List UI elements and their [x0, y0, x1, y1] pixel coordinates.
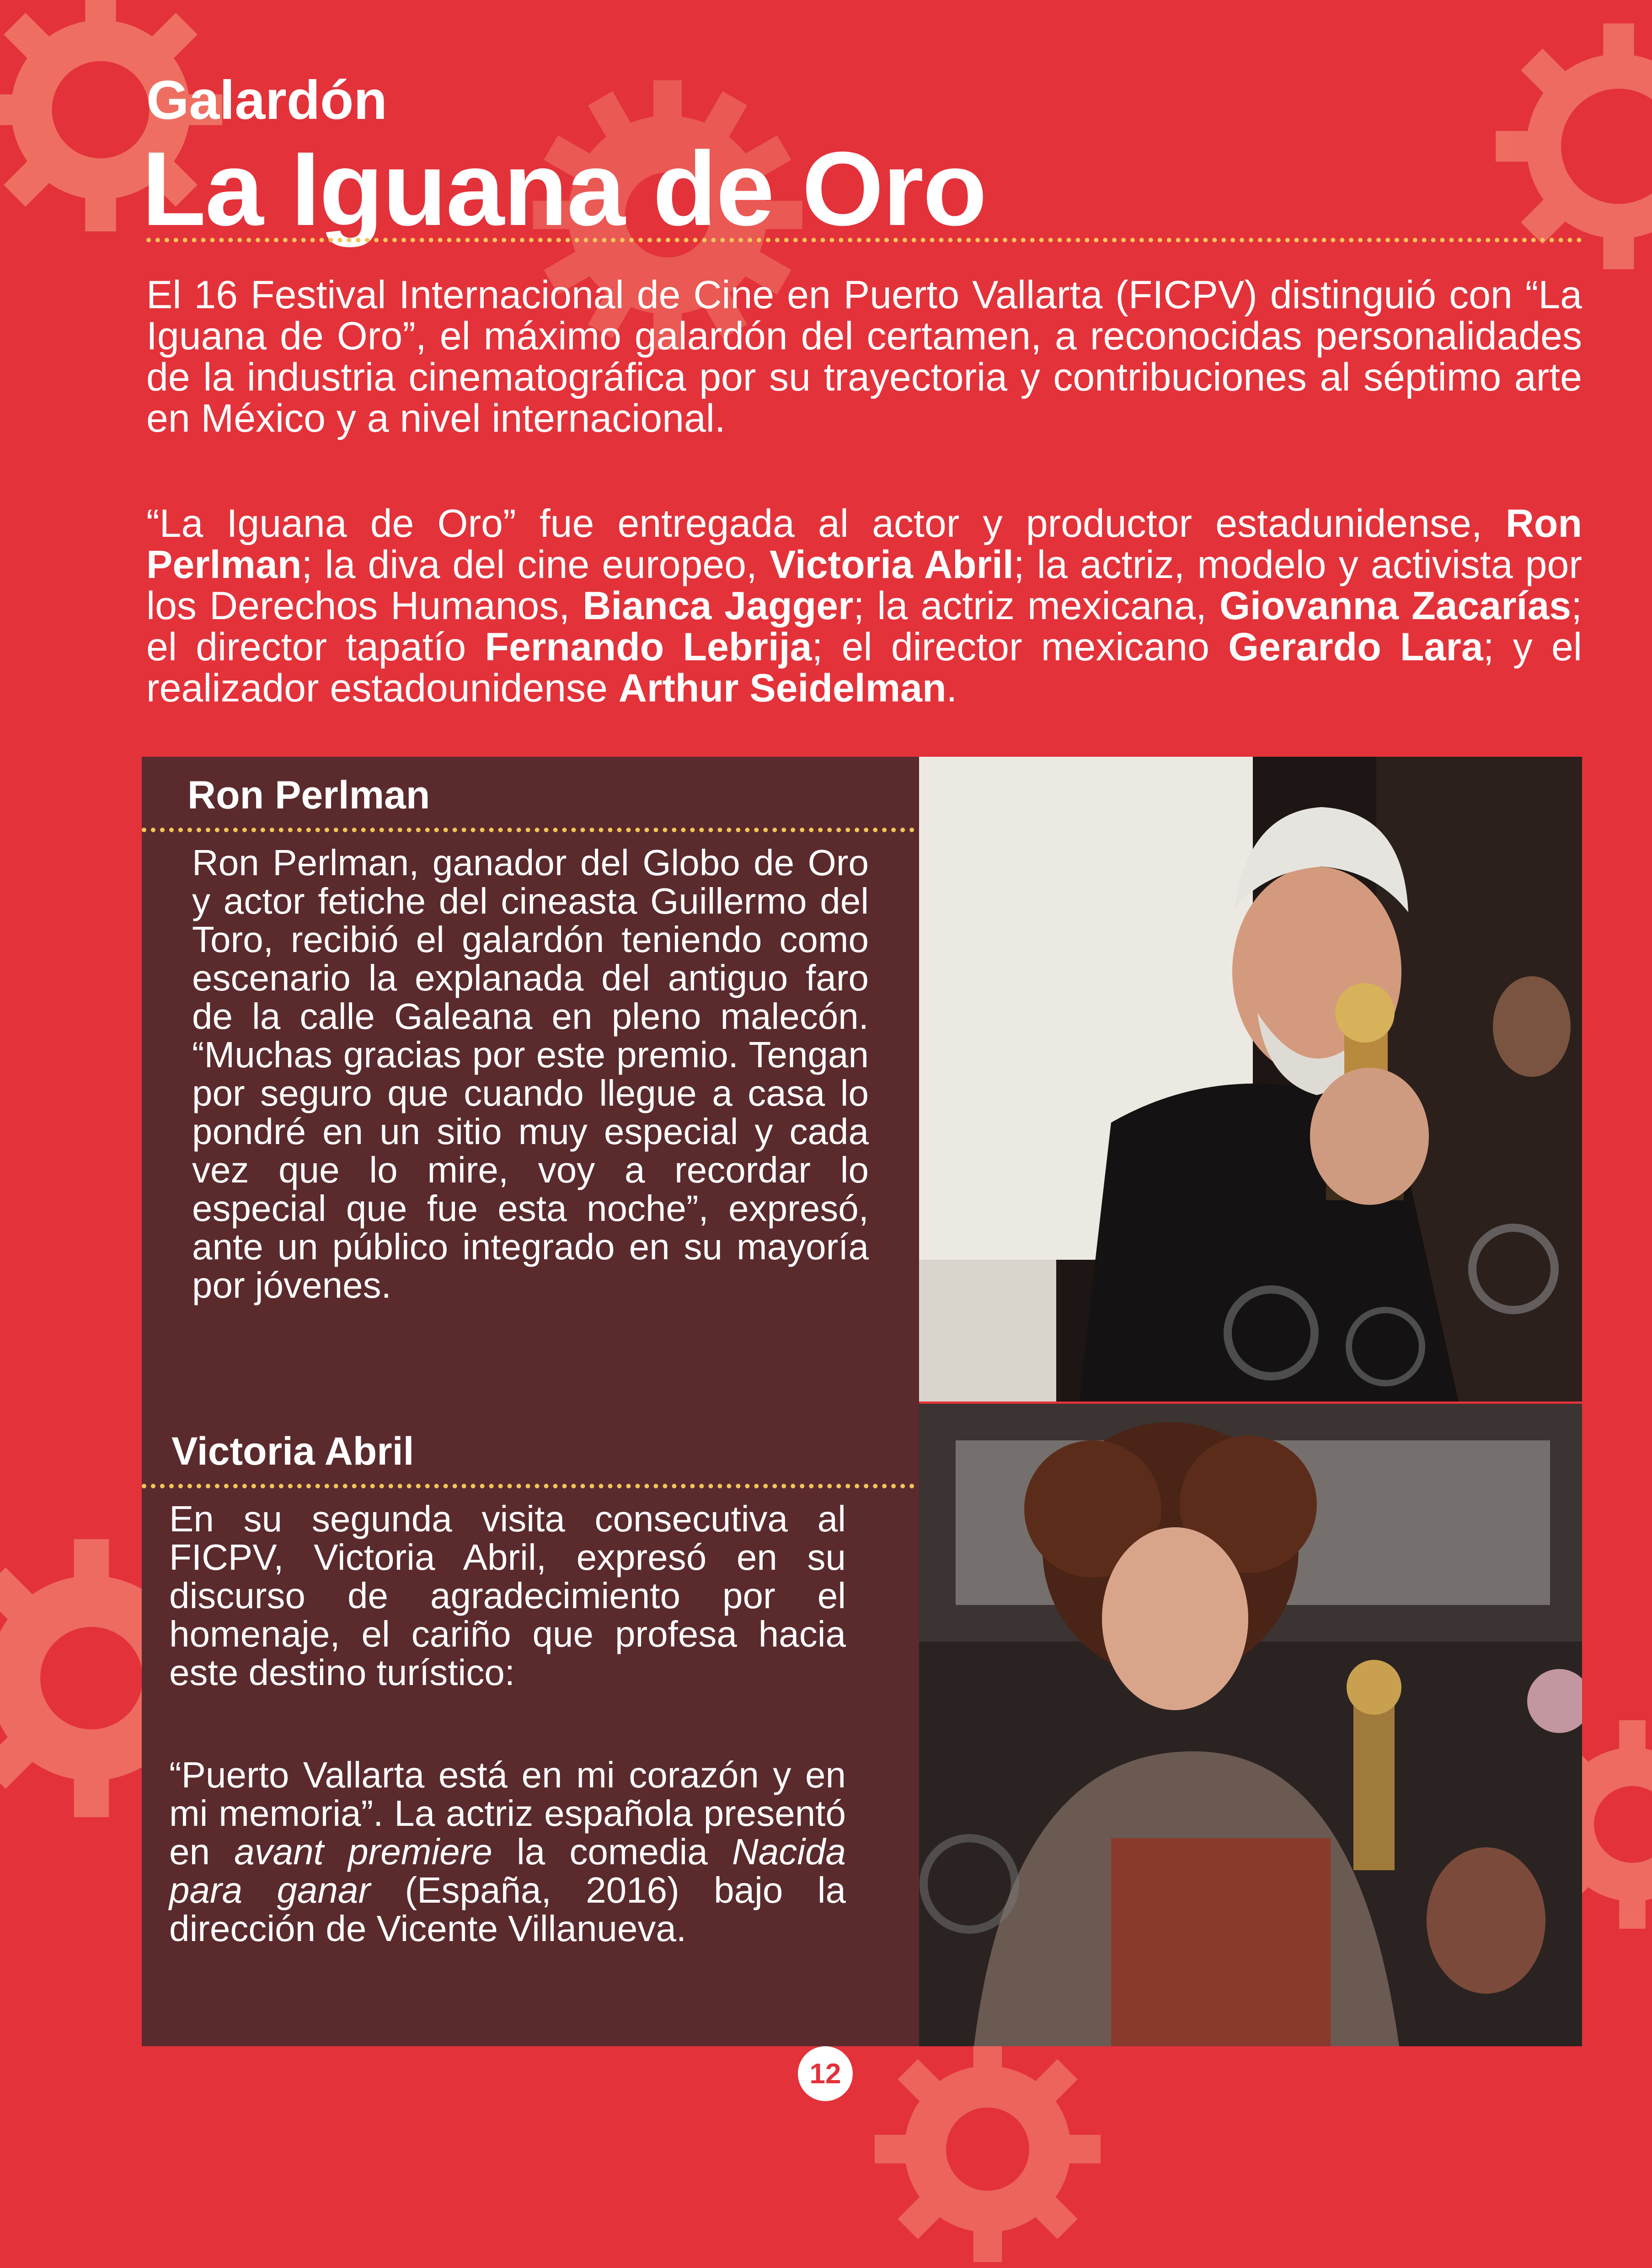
quote-italic: avant premiere	[234, 1831, 492, 1872]
title-divider	[146, 238, 1582, 242]
quote-text: (España, 2016) bajo la dirección de Vicente Villanueva.	[169, 1870, 846, 1949]
page-number: 12	[798, 2046, 853, 2101]
awardees-text: .	[946, 666, 957, 710]
awardee-name: Fernando Lebrija	[485, 625, 812, 669]
gear-decoration-top-right	[1491, 18, 1652, 274]
awardees-text: ; la actriz mexicana,	[853, 584, 1220, 628]
awardee-name: Arthur Seidelman	[618, 666, 946, 710]
awardee-name: Bianca Jagger	[583, 584, 854, 628]
awardees-text: ; el director mexicano	[812, 625, 1229, 669]
awardees-paragraph	[146, 503, 1582, 709]
awardees-text: ; la actriz, modelo y activista por los Derechos Humanos,	[146, 543, 1582, 628]
awardee-name: Victoria Abril	[770, 543, 1014, 587]
section-divider	[142, 1484, 914, 1488]
awardees-text: ; la diva del cine europeo,	[301, 543, 770, 587]
awardees-text: ; y el realizador estadounidense	[146, 625, 1582, 710]
victoria-abril-text: En su segunda visita consecutiva al FICPV, Victoria Abril, expresó en su discurso de agradecimiento por el homenaje, el cariño que profesa hacia este destino turístico:	[169, 1498, 846, 1693]
film-title: Nacida para ganar	[169, 1831, 846, 1910]
section-divider	[142, 828, 914, 832]
section-kicker: Galardón	[146, 70, 387, 131]
victoria-abril-photo	[919, 1404, 1582, 2046]
victoria-abril-quote	[169, 1756, 846, 1948]
page-title: La Iguana de Oro	[142, 130, 986, 247]
ron-perlman-text: Ron Perlman, ganador del Globo de Oro y actor fetiche del cineasta Guillermo del Toro, recibió el galardón teniendo como escenario la explanada del antiguo faro de la calle Galeana en pleno malecón. “Muchas gracias por este premio. Tengan por seguro que cuando llegue a casa lo pondré en un sitio muy especial y cada vez que lo mire, voy a recordar lo especial que fue esta noche”, expresó, ante un público integrado en su mayoría por jóvenes.	[192, 842, 869, 1305]
quote-text: la comedia	[492, 1831, 732, 1872]
awardee-name: Ron Perlman	[146, 502, 1582, 587]
awardee-name: Giovanna Zacarías	[1219, 584, 1572, 628]
ron-perlman-photo	[919, 757, 1582, 1401]
section-heading-ron-perlman: Ron Perlman	[187, 773, 430, 817]
awardees-text: ; el director tapatío	[146, 584, 1582, 669]
intro-paragraph: El 16 Festival Internacional de Cine en Puerto Vallarta (FICPV) distinguió con “La Iguana de Oro”, el máximo galardón del certamen, a reconocidas personalidades de la industria cinematográfica por su trayectoria y contribuciones al séptimo arte en México y a nivel internacional.	[146, 273, 1582, 440]
section-heading-victoria-abril: Victoria Abril	[171, 1429, 414, 1473]
gear-decoration-bottom-center	[869, 2030, 1107, 2268]
awardees-text: “La Iguana de Oro” fue entregada al actor y productor estadunidense,	[146, 502, 1506, 546]
awardee-name: Gerardo Lara	[1228, 625, 1483, 669]
quote-text: “Puerto Vallarta está en mi corazón y en mi memoria”. La actriz española presentó en	[169, 1754, 846, 1872]
